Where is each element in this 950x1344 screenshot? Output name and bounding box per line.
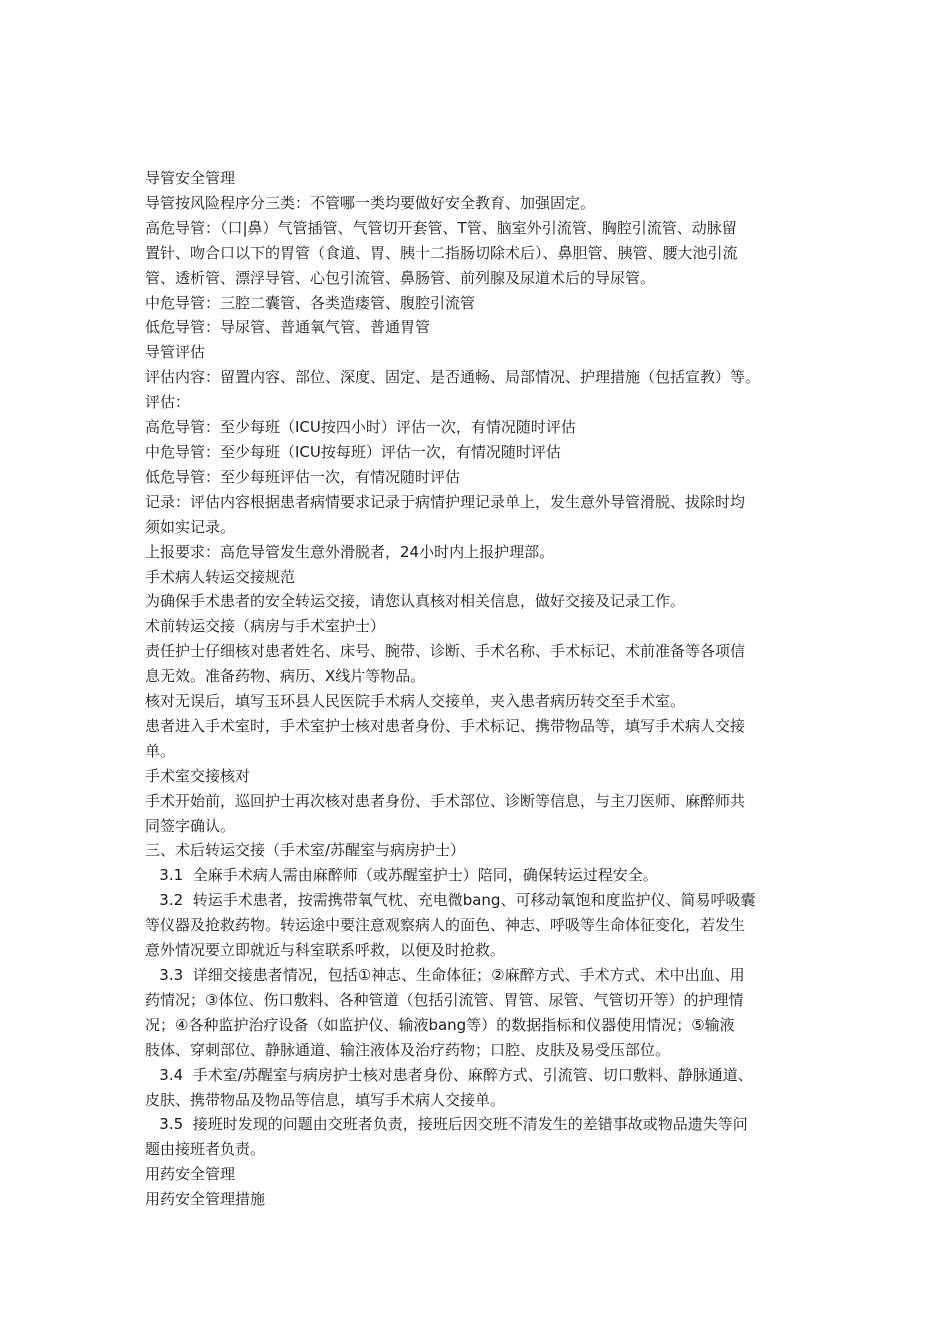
doc-line: 评估内容：留置内容、部位、深度、固定、是否通畅、局部情况、护理措施（包括宣教）等。: [145, 368, 761, 387]
doc-line: 单。: [145, 741, 176, 760]
doc-line: 核对无误后，填写玉环县人民医院手术病人交接单，夹入患者病历转交至手术室。: [145, 692, 686, 711]
doc-line: 手术病人转运交接规范: [145, 567, 296, 586]
doc-line: 须如实记录。: [145, 517, 236, 536]
doc-line: 低危导管：至少每班评估一次，有情况随时评估: [145, 467, 461, 486]
doc-line: 三、术后转运交接（手术室/苏醒室与病房护士）: [145, 841, 466, 860]
doc-line: 意外情况要立即就近与科室联系呼救，以便及时抢救。: [145, 941, 506, 960]
doc-line: 用药安全管理措施: [145, 1190, 266, 1209]
doc-line: 手术开始前，巡回护士再次核对患者身份、手术部位、诊断等信息，与主刀医师、麻醉师共: [145, 791, 746, 810]
doc-line: 高危导管：（口|鼻）气管插管、气管切开套管、T管、脑室外引流管、胸腔引流管、动脉留: [145, 218, 737, 237]
doc-line: 低危导管：导尿管、普通氧气管、普通胃管: [145, 318, 431, 337]
doc-line: 3.2 转运手术患者，按需携带氧气枕、充电微bang、可移动氧饱和度监护仪、简易呼吸囊: [145, 891, 756, 910]
doc-line: 术前转运交接（病房与手术室护士）: [145, 617, 386, 636]
doc-line: 3.1 全麻手术病人需由麻醉师（或苏醒室护士）陪同，确保转运过程安全。: [145, 866, 658, 885]
doc-line: 肢体、穿刺部位、静脉通道、输注液体及治疗药物；口腔、皮肤及易受压部位。: [145, 1040, 671, 1059]
doc-line: 3.4 手术室/苏醒室与病房护士核对患者身份、麻醉方式、引流管、切口敷料、静脉通道、: [145, 1065, 753, 1084]
doc-line: 用药安全管理: [145, 1165, 236, 1184]
doc-line: 中危导管：至少每班（ICU按每班）评估一次，有情况随时评估: [145, 442, 561, 461]
document-body: [145, 166, 810, 1212]
doc-line: 药情况；③体位、伤口敷料、各种管道（包括引流管、胃管、尿管、气管切开等）的护理情: [145, 990, 744, 1009]
doc-line: 皮肤、携带物品及物品等信息，填写手术病人交接单。: [145, 1090, 506, 1109]
doc-line: 导管评估: [145, 343, 206, 362]
doc-line: 题由接班者负责。: [145, 1140, 266, 1159]
doc-line: 息无效。准备药物、病历、X线片等物品。: [145, 667, 426, 686]
doc-line: 评估：: [145, 393, 191, 412]
doc-line: 中危导管：三腔二囊管、各类造瘘管、腹腔引流管: [145, 293, 476, 312]
doc-line: 3.3 详细交接患者情况，包括①神志、生命体征；②麻醉方式、手术方式、术中出血、用: [145, 966, 745, 984]
doc-line: 管、透析管、漂浮导管、心包引流管、鼻肠管、前列腺及尿道术后的导尿管。: [145, 268, 656, 287]
doc-line: 上报要求：高危导管发生意外滑脱者，24小时内上报护理部。: [145, 542, 555, 561]
doc-line: 置针、吻合口以下的胃管（食道、胃、胰十二指肠切除术后）、鼻胆管、胰管、腰大池引流: [145, 243, 738, 262]
doc-line: 况；④各种监护治疗设备（如监护仪、输液bang等）的数据指标和仪器使用情况；⑤输液: [145, 1015, 735, 1034]
doc-line: 为确保手术患者的安全转运交接，请您认真核对相关信息，做好交接及记录工作。: [145, 592, 686, 611]
doc-line: 高危导管：至少每班（ICU按四小时）评估一次，有情况随时评估: [145, 418, 576, 437]
doc-line: 患者进入手术室时，手术室护士核对患者身份、手术标记、携带物品等，填写手术病人交接: [145, 716, 746, 735]
doc-line: 等仪器及抢救药物。转运途中要注意观察病人的面色、神志、呼吸等生命体征变化，若发生: [145, 916, 746, 935]
doc-line: 同签字确认。: [145, 816, 236, 835]
doc-line: 责任护士仔细核对患者姓名、床号、腕带、诊断、手术名称、手术标记、术前准备等各项信: [145, 642, 746, 661]
doc-line: 导管按风险程序分三类：不管哪一类均要做好安全教育、加强固定。: [145, 193, 596, 212]
doc-line: 手术室交接核对: [145, 766, 251, 785]
doc-line: 导管安全管理: [145, 169, 236, 187]
doc-line: 记录：评估内容根据患者病情要求记录于病情护理记录单上，发生意外导管滑脱、拔除时均: [145, 492, 746, 511]
doc-line: 3.5 接班时发现的问题由交班者负责，接班后因交班不清发生的差错事故或物品遗失等问: [145, 1115, 748, 1134]
